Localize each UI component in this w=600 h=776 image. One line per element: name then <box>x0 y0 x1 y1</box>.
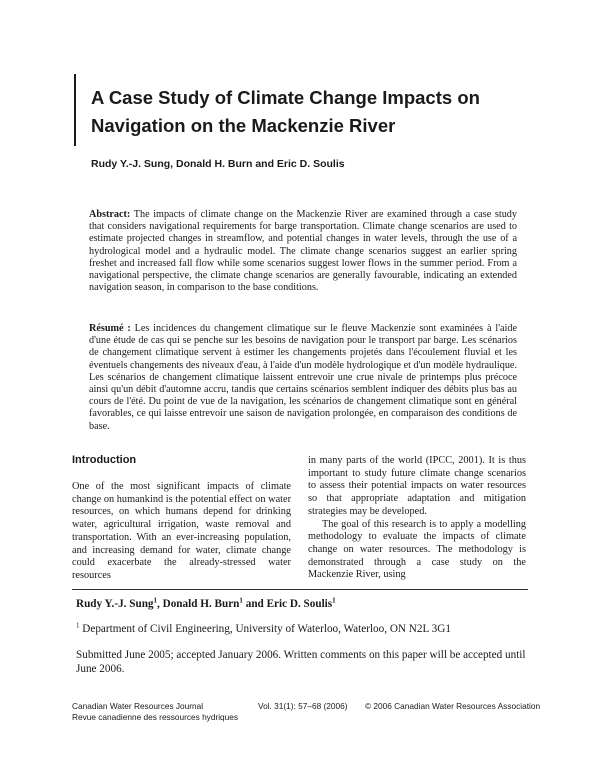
paper-title-line-2: Navigation on the Mackenzie River <box>91 115 396 136</box>
resume <box>89 323 517 433</box>
introduction-right-column <box>308 455 526 582</box>
footer-journal <box>72 701 238 723</box>
introduction-paragraph-continued: in many parts of the world (IPCC, 2001). It is thus important to study future climate change scenarios to assess their potential impacts on water resources so that appropriate adaptation and mitigation strategies may be developed. <box>308 455 526 517</box>
resume-label: Résumé : <box>89 323 131 334</box>
footnote-rule <box>72 589 528 590</box>
footer-volume: Vol. 31(1): 57–68 (2006) <box>258 701 348 711</box>
footnote-author-2: Donald H. Burn <box>162 598 240 610</box>
resume-text: Les incidences du changement climatique sur le fleuve Mackenzie sont examinées à l'aide d'une étude de cas qui se penche sur les besoins de navigation pour le transport par barge. Les scénarios de changement climatique servent à estimer les changements projetés dans l'écoulement fluvial et les éventuels changements des niveaux d'eau, à l'aide d'un modèle hydrologique et d'un modèle hydraulique. Les scénarios de changement climatique laissent entrevoir une crue nivale de printemps plus précoce ainsi qu'un débit d'automne accru, tandis que certains scénarios semblent indiquer des débits plus bas au cours de l'été. Du point de vue de la navigation, les scénarios de changement climatique sont en général favorables, ce qui laisse entrevoir une saison de navigation prolongée, en comparaison des conditions de base. <box>89 323 517 432</box>
affiliation-number: 1 <box>76 621 80 630</box>
paper-title <box>91 84 561 140</box>
abstract-label: Abstract: <box>89 209 131 220</box>
footnote-sep-1: , <box>157 598 163 610</box>
footnote-author-1-affil: 1 <box>153 596 158 605</box>
abstract-text: The impacts of climate change on the Mackenzie River are examined through a case study that considers navigational requirements for barge transportation. Climate change scenarios are used to estimate projected changes in streamflow, and potential changes in water levels, through the use of a hydrological model and a hydraulic model. The climate change scenarios suggest an earlier spring freshet and increased fall flow while some scenarios suggest lower flows in the summer period. From a navigational perspective, the climate change scenarios are generally favourable, indicating an extended navigation season, in comparison to the base conditions. <box>89 209 517 294</box>
footer-journal-fr: Revue canadienne des ressources hydriques <box>72 712 239 722</box>
footer-journal-en: Canadian Water Resources Journal <box>72 701 204 711</box>
introduction-left-column: One of the most significant impacts of climate change on humankind is the potential effect on water resources, on which humans depend for drinking water, agricultural irrigation, waste removal and transportation. With an ever-increasing population, and increasing demand for water, climate change could exacerbate the already-stressed water resources <box>72 481 291 581</box>
footnote-authors <box>76 597 336 611</box>
abstract <box>89 209 517 294</box>
footnote-sep-2: and <box>242 598 267 610</box>
introduction-heading: Introduction <box>72 454 137 466</box>
introduction-paragraph-goal: The goal of this research is to apply a modelling methodology to evaluate the impacts of climate change on water resources. The methodology is demonstrated through a case study on the Mackenzie River, using <box>308 518 526 581</box>
footnote-author-3: Eric D. Soulis <box>266 598 333 610</box>
paper-title-line-1: A Case Study of Climate Change Impacts on <box>91 87 480 108</box>
footnote-author-1: Rudy Y.-J. Sung <box>76 598 154 610</box>
author-list: Rudy Y.-J. Sung, Donald H. Burn and Eric D. Soulis <box>91 158 345 170</box>
title-rule <box>74 74 76 146</box>
footnote-author-2-affil: 1 <box>239 596 243 605</box>
footer-copyright: © 2006 Canadian Water Resources Association <box>365 701 541 711</box>
affiliation-text: Department of Civil Engineering, University of Waterloo, Waterloo, ON N2L 3G1 <box>82 623 451 635</box>
footnote-submission: Submitted June 2005; accepted January 2006. Written comments on this paper will be accepted until June 2006. <box>76 649 526 675</box>
footnote-author-3-affil: 1 <box>332 596 336 605</box>
footnote-affiliation <box>76 622 451 636</box>
